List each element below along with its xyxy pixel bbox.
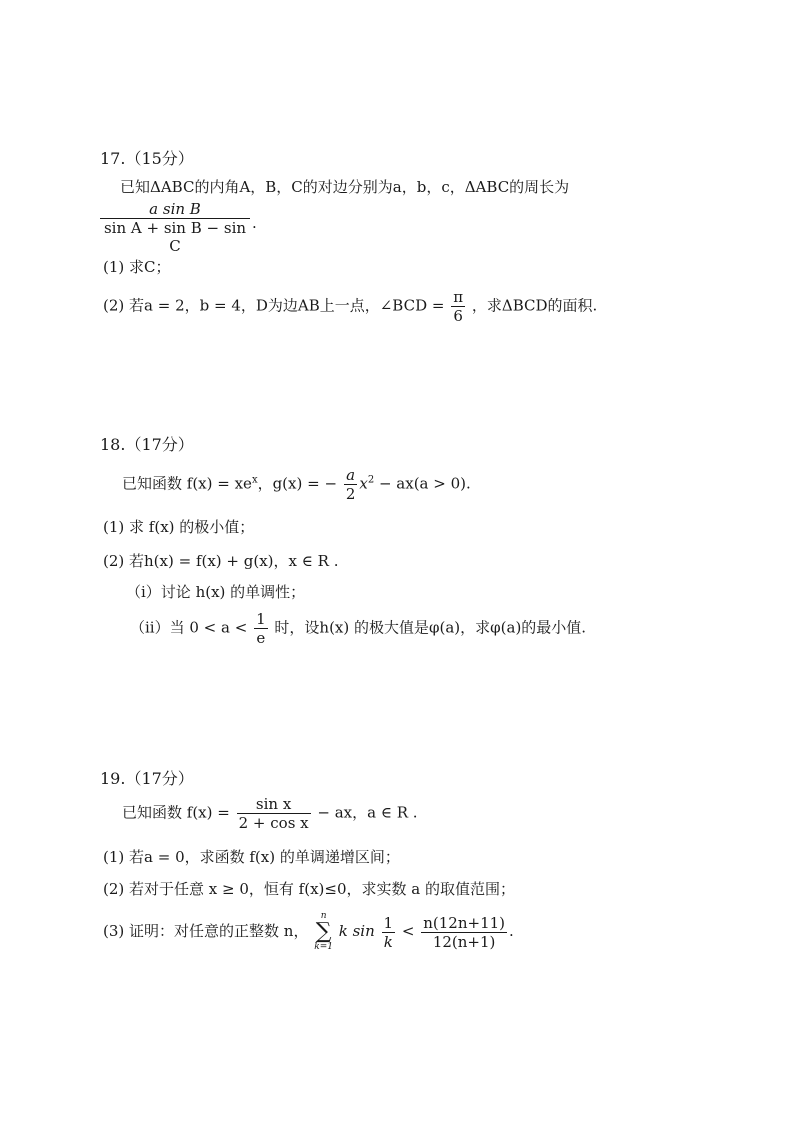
q19-part3-end: . <box>509 922 514 940</box>
q18-stem-frac-den: 2 <box>345 485 356 503</box>
q19-part3-frac-num: 1 <box>383 913 394 932</box>
q19-stem <box>122 795 418 832</box>
q18-part2-ii-post: 时，设h(x) 的极大值是φ(a)，求φ(a)的最小值. <box>274 618 587 637</box>
q19-part1: (1) 若a = 0，求函数 f(x) 的单调递增区间； <box>103 848 400 866</box>
q19-stem-frac-den: 2 + cos x <box>238 814 309 832</box>
q19-heading: 19.（17分） <box>100 769 194 788</box>
q19-part3-mid: k sin <box>338 922 375 940</box>
q18-part2-ii-frac-num: 1 <box>256 610 266 628</box>
q18-part2-ii-fraction <box>254 610 268 647</box>
q19-part2: (2) 若对于任意 x ≥ 0，恒有 f(x)≤0，求实数 a 的取值范围； <box>103 880 515 898</box>
q18-stem-g: ，g(x) = − <box>257 474 338 493</box>
q17-perimeter-fraction <box>100 200 250 255</box>
q18-stem-f: 已知函数 f(x) = xe <box>122 474 252 493</box>
q18-stem-fraction <box>344 466 358 503</box>
q18-stem-tail: − ax(a > 0). <box>374 474 471 493</box>
q17-part2 <box>103 288 597 325</box>
q17-part2-pre: (2) 若a = 2，b = 4，D为边AB上一点，∠BCD = <box>103 296 445 315</box>
q17-stem-line1: 已知ΔABC的内角A，B，C的对边分别为a，b，c，ΔABC的周长为 <box>120 178 570 196</box>
q19-sum-upper: n <box>320 911 327 921</box>
q18-part2: (2) 若h(x) = f(x) + g(x)，x ∈ R . <box>103 552 339 570</box>
q17-part2-post: ，求ΔBCD的面积. <box>471 296 598 315</box>
q18-stem-exp: x <box>251 474 258 486</box>
q17-perimeter-denominator: sin A + sin B − sin C <box>100 218 250 255</box>
q17-perimeter-end: . <box>252 214 257 232</box>
q17-perimeter-numerator: a sin B <box>149 200 201 218</box>
q17-angle-fraction <box>451 288 465 325</box>
q18-part2-ii-frac-den: e <box>254 628 268 647</box>
q18-part2-ii-pre: （ii）当 0 < a < <box>130 618 248 637</box>
q18-part2-ii <box>130 610 586 647</box>
q17-angle-num: π <box>453 288 464 306</box>
q19-part3-frac-den: k <box>382 932 396 951</box>
q19-part3-rhs-num: n(12n+11) <box>423 913 506 932</box>
q19-stem-pre: 已知函数 f(x) = <box>122 803 230 822</box>
q19-stem-frac-num: sin x <box>255 795 292 813</box>
q18-heading: 18.（17分） <box>100 435 194 454</box>
q19-part3 <box>103 912 514 952</box>
q17-angle-den: 6 <box>451 306 465 325</box>
q18-stem <box>122 466 471 503</box>
q19-part3-rhs-fraction <box>421 914 507 951</box>
q19-stem-fraction <box>237 795 311 832</box>
q19-stem-post: − ax，a ∈ R . <box>317 803 418 822</box>
q19-part3-fraction <box>382 914 396 951</box>
q19-part3-pre: (3) 证明：对任意的正整数 n， <box>103 922 309 940</box>
q18-stem-x-exp: 2 <box>367 474 375 486</box>
q18-stem-frac-num: a <box>346 466 356 484</box>
q19-sum-lower: k=1 <box>314 942 333 952</box>
q17-heading: 17.（15分） <box>100 149 194 168</box>
q17-part1: (1) 求C； <box>103 258 171 276</box>
q18-stem-x: x <box>359 474 368 493</box>
q19-sum-symbol: ∑ <box>315 919 332 944</box>
q18-part2-i: （i）讨论 h(x) 的单调性； <box>126 583 306 601</box>
q19-part3-lt: < <box>401 922 415 940</box>
q19-part3-rhs-den: 12(n+1) <box>421 932 507 951</box>
q19-sum <box>314 912 333 952</box>
q18-part1: (1) 求 f(x) 的极小值； <box>103 518 255 536</box>
